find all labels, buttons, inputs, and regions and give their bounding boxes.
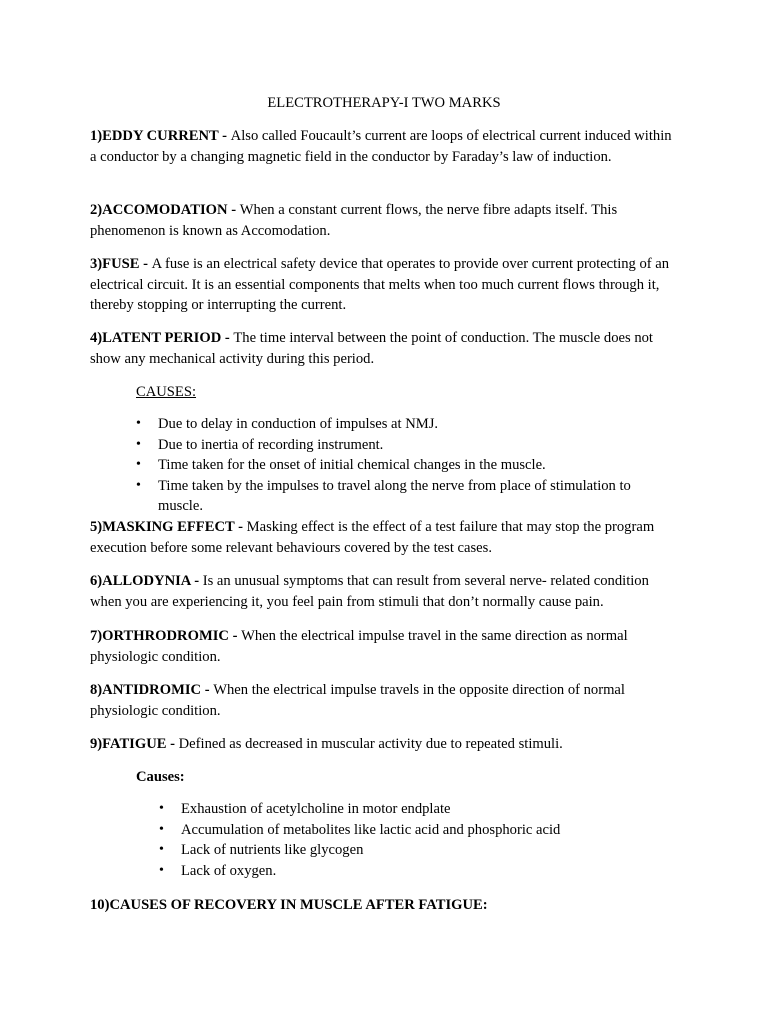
definition-text: When the electrical impulse travels in the opposite direction of normal physiologic condition. <box>90 682 625 719</box>
bullet-icon: • <box>136 457 141 472</box>
term-label: 5)MASKING EFFECT - <box>90 519 247 535</box>
term-label: 10)CAUSES OF RECOVERY IN MUSCLE AFTER FATIGUE: <box>90 897 488 913</box>
definition-text: Is an unusual symptoms that can result from several nerve- related condition when you are experiencing it, you feel pain from stimuli that don’t normally cause pain. <box>90 573 649 610</box>
list-item: • Exhaustion of acetylcholine in motor endplate <box>159 799 679 820</box>
term-label: 7)ORTHRODROMIC - <box>90 628 242 644</box>
definition-text: A fuse is an electrical safety device that operates to provide over current protecting of an electrical circuit. It is an essential components that melts when too much current flows through it, thereby stopping or interrupting the current. <box>90 256 670 313</box>
definition-fatigue <box>90 734 680 755</box>
term-label: 4)LATENT PERIOD - <box>90 330 234 346</box>
bullet-icon: • <box>136 416 141 431</box>
definition-text: Masking effect is the effect of a test failure that may stop the program execution before some relevant behaviours covered by the test cases. <box>90 519 655 556</box>
definition-orthrodromic <box>90 626 680 667</box>
bullet-icon: • <box>136 436 141 452</box>
latent-causes-list <box>136 414 676 517</box>
definition-text: When the electrical impulse travel in the same direction as normal physiologic condition. <box>90 628 628 665</box>
fatigue-causes-heading: Causes: <box>136 769 185 785</box>
bullet-icon: • <box>159 862 164 878</box>
list-item: • Due to inertia of recording instrument. <box>136 435 676 456</box>
term-label: 1)EDDY CURRENT - <box>90 128 231 144</box>
definition-antidromic <box>90 680 680 721</box>
heading-causes-of-recovery <box>90 895 680 916</box>
definition-text: When a constant current flows, the nerve fibre adapts itself. This phenomenon is known as Accomodation. <box>90 202 618 239</box>
definition-text: Defined as decreased in muscular activity due to repeated stimuli. <box>178 736 563 752</box>
list-item: • Time taken for the onset of initial chemical changes in the muscle. <box>136 455 676 476</box>
definition-allodynia <box>90 571 680 612</box>
bullet-icon: • <box>159 842 164 857</box>
definition-eddy-current <box>90 126 680 167</box>
list-item: • Lack of oxygen. <box>159 861 679 882</box>
list-item: • Time taken by the impulses to travel along the nerve from place of stimulation to muscle. <box>136 477 631 514</box>
bullet-icon: • <box>159 801 164 816</box>
list-item: • Due to delay in conduction of impulses at NMJ. <box>136 414 676 435</box>
bullet-icon: • <box>136 477 141 493</box>
term-label: 8)ANTIDROMIC - <box>90 682 214 698</box>
term-label: 3)FUSE - <box>90 256 152 272</box>
document-title: ELECTROTHERAPY-I TWO MARKS <box>267 95 501 111</box>
term-label: 9)FATIGUE - <box>90 736 179 752</box>
bullet-icon: • <box>159 821 164 837</box>
latent-causes-heading: CAUSES: <box>136 384 197 400</box>
fatigue-causes-list <box>159 799 679 881</box>
definition-text: The time interval between the point of conduction. The muscle does not show any mechanical activity during this period. <box>90 330 653 367</box>
definition-fuse <box>90 254 680 316</box>
term-label: 6)ALLODYNIA - <box>90 573 203 589</box>
list-item: • Accumulation of metabolites like lactic acid and phosphoric acid <box>159 820 679 841</box>
definition-latent-period <box>90 328 680 369</box>
definition-accomodation <box>90 200 680 241</box>
definition-text: Also called Foucault’s current are loops of electrical current induced within a conductor by a changing magnetic field in the conductor by Faraday’s law of induction. <box>90 128 672 165</box>
list-item: • Lack of nutrients like glycogen <box>159 840 679 861</box>
term-label: 2)ACCOMODATION - <box>90 202 240 218</box>
definition-masking-effect <box>90 517 680 558</box>
